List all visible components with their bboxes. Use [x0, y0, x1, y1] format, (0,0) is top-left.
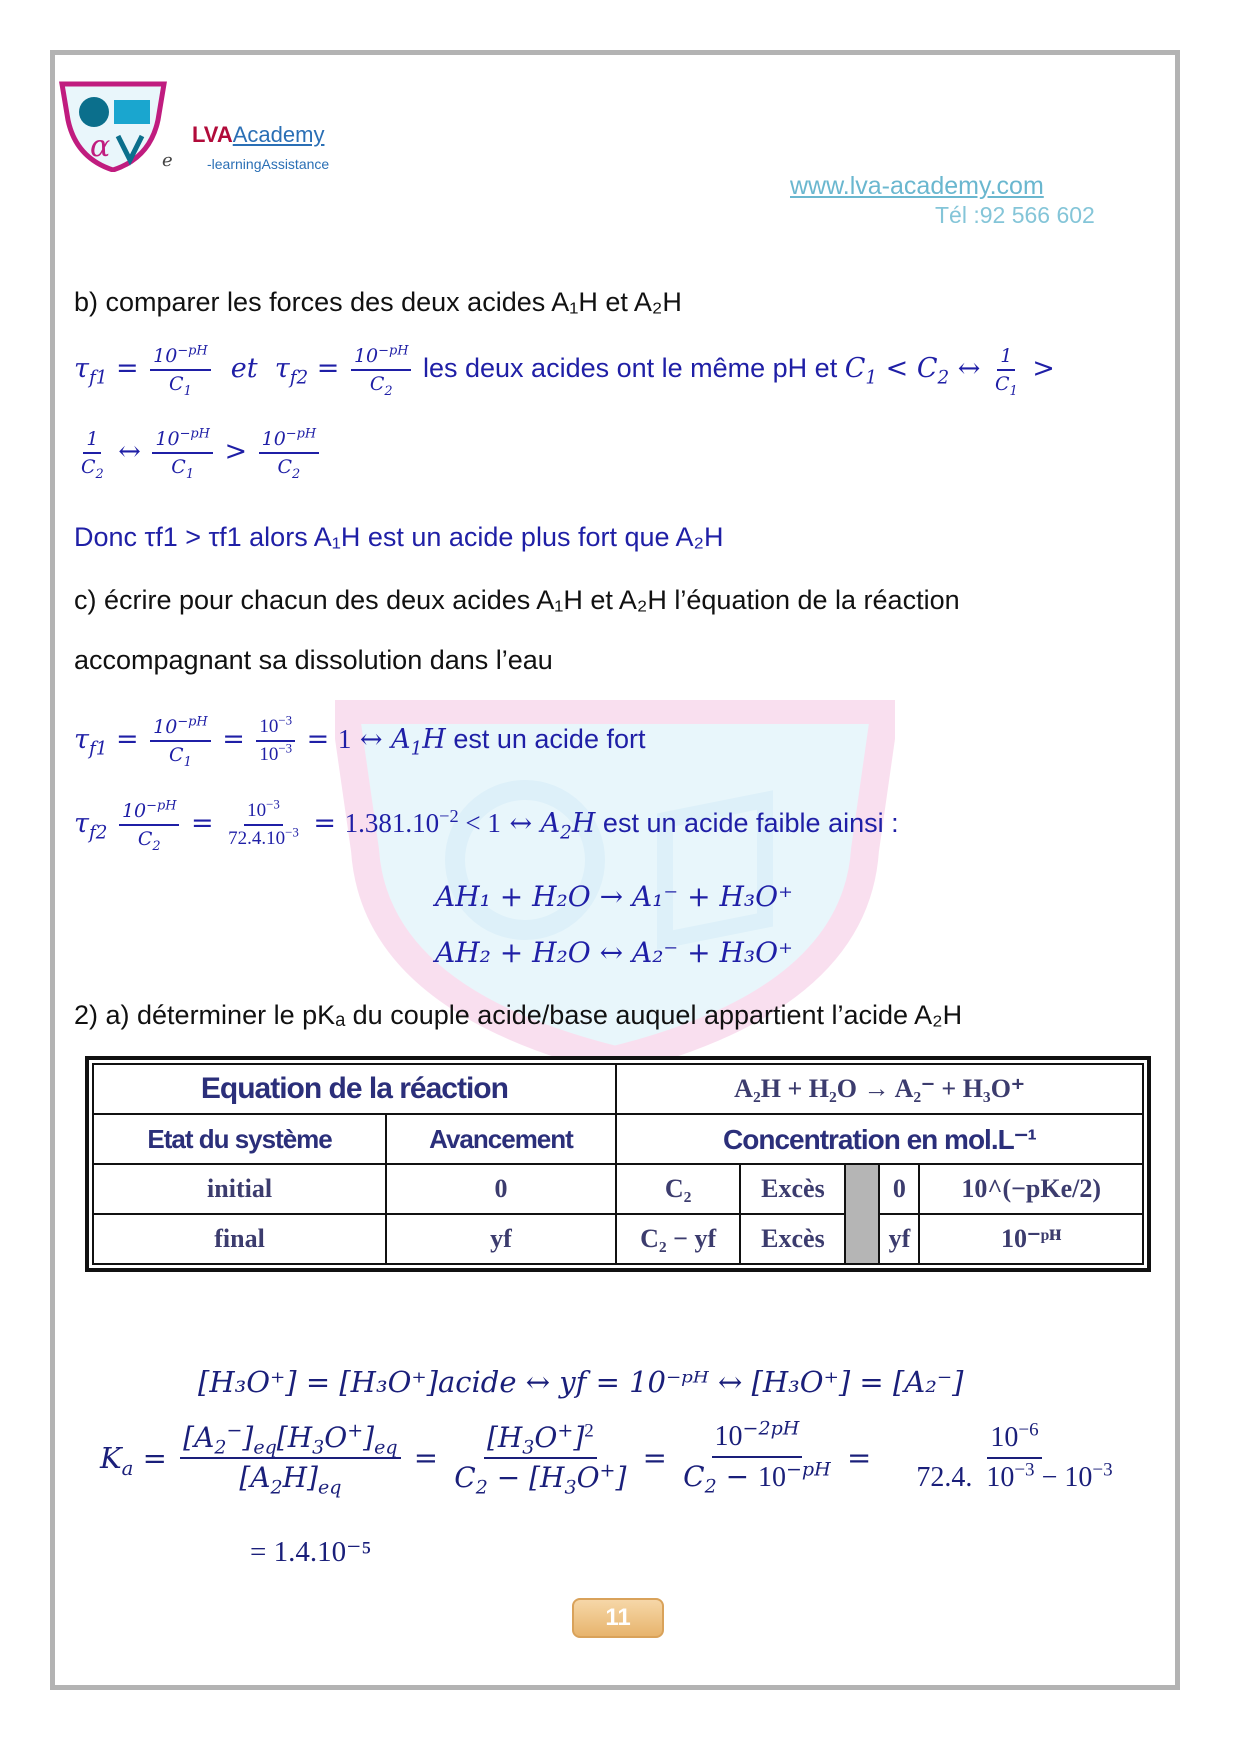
question-c-heading-1: c) écrire pour chacun des deux acides A₁H et A₂H l’équation de la réaction: [74, 585, 960, 615]
table-row: [93, 1064, 1143, 1114]
table-cell: 10⁻ᵖᴴ: [919, 1214, 1143, 1264]
table-cell: final: [93, 1214, 386, 1264]
reaction-equation-1: AH₁ + H₂O → A₁⁻ + H₃O⁺: [435, 880, 793, 913]
strong-acid-text: est un acide fort: [453, 724, 646, 755]
ka-formula: $K_a$ = $\frac{[A_2^-]_{eq}[H_3O^+]_{eq}}{[A_2H]_{eq}}$ = $\frac{[H_3O^+]^2}{C_2 - [H_3O^+]}$ = $\frac{10^{-2pH}}{C_2 - 10^{-pH}}$ = $\frac{10^{-6}}{72.4. 10^{-3} - 10^{-3}}$: [100, 1417, 1113, 1499]
advancement-table: [92, 1063, 1144, 1265]
table-cell: Concentration en mol.L⁻¹: [616, 1114, 1143, 1164]
logo-subtitle: -learningAssistance: [207, 156, 330, 172]
phone-number: Tél :92 566 602: [935, 202, 1095, 228]
logo-e: e: [162, 150, 173, 171]
website-link[interactable]: www.lva-academy.com: [790, 172, 1044, 200]
b-conclusion: Donc τf1 > τf1 alors A₁H est un acide plus fort que A₂H: [74, 522, 724, 552]
same-ph-text: les deux acides ont le même pH et: [422, 353, 838, 384]
reaction-equation-2: AH₂ + H₂O ↔ A₂⁻ + H₃O⁺: [435, 936, 793, 969]
table-cell: yf: [386, 1214, 616, 1264]
gray-separator: [845, 1164, 879, 1264]
table-cell: initial: [93, 1164, 386, 1214]
table-cell: yf: [879, 1214, 919, 1264]
table-row: [93, 1214, 1143, 1264]
weak-acid-text: est un acide faible ainsi :: [602, 808, 899, 839]
table-cell: C₂ − yf: [616, 1214, 741, 1264]
ka-result: = 1.4.10⁻⁵: [250, 1536, 372, 1568]
h3o-relation: [H₃O⁺] = [H₃O⁺]acide ↔ yf = 10⁻ᵖᴴ ↔ [H₃O⁺] = [A₂⁻]: [198, 1365, 964, 1399]
table-cell: 0: [386, 1164, 616, 1214]
table-cell: A₂H + H₂O → A₂⁻ + H₃O⁺: [616, 1064, 1143, 1114]
question-b-heading: b) comparer les forces des deux acides A₁H et A₂H: [74, 287, 682, 317]
table-row: [93, 1114, 1143, 1164]
table-cell: Excès: [740, 1164, 845, 1214]
page-number-badge: 11: [572, 1598, 664, 1638]
inequality-chain: $\frac{1}{C_2}$ ↔ $\frac{10^{-pH}}{C_1}$ > $\frac{10^{-pH}}{C_2}$: [74, 428, 323, 478]
logo-brand: LVAAcademy: [192, 122, 325, 147]
question-2a-heading: 2) a) déterminer le pKₐ du couple acide/base auquel appartient l’acide A₂H: [74, 1000, 963, 1030]
table-row: [93, 1164, 1143, 1214]
table-cell: Equation de la réaction: [93, 1064, 616, 1114]
tau-f1-calc: $\tau_{f1}$ = $\frac{10^{-pH}}{C_1}$ = $\frac{10^{-3}}{10^{-3}}$ = 1 ↔ $A_1H$ est un acide fort: [74, 712, 646, 770]
table-cell: C₂: [616, 1164, 741, 1214]
svg-text:α: α: [90, 129, 111, 164]
academy-logo-icon: [58, 80, 168, 172]
table-cell: 10^(−pKe/2): [919, 1164, 1143, 1214]
table-cell: Avancement: [386, 1114, 616, 1164]
question-c-heading-2: accompagnant sa dissolution dans l’eau: [74, 645, 553, 675]
table-cell: Excès: [740, 1214, 845, 1264]
tau-f2-calc: $\tau_{f2}$ $\frac{10^{-pH}}{C_2}$ = $\frac{10^{-3}}{72.4.10^{-3}}$ = $1.381.10^{-2} < 1$ ↔ $A_2H$ est un acide faible ainsi :: [74, 796, 899, 854]
table-cell: 0: [879, 1164, 919, 1214]
tau-definitions: $\tau_{f1}$ = $\frac{10^{-pH}}{C_1}$ et $\tau_{f2}$ = $\frac{10^{-pH}}{C_2}$ les deux acides ont le même pH et $C_1 < C_2$ ↔ $\frac{1}{C_1}$ >: [74, 343, 1055, 399]
table-cell: Etat du système: [93, 1114, 386, 1164]
